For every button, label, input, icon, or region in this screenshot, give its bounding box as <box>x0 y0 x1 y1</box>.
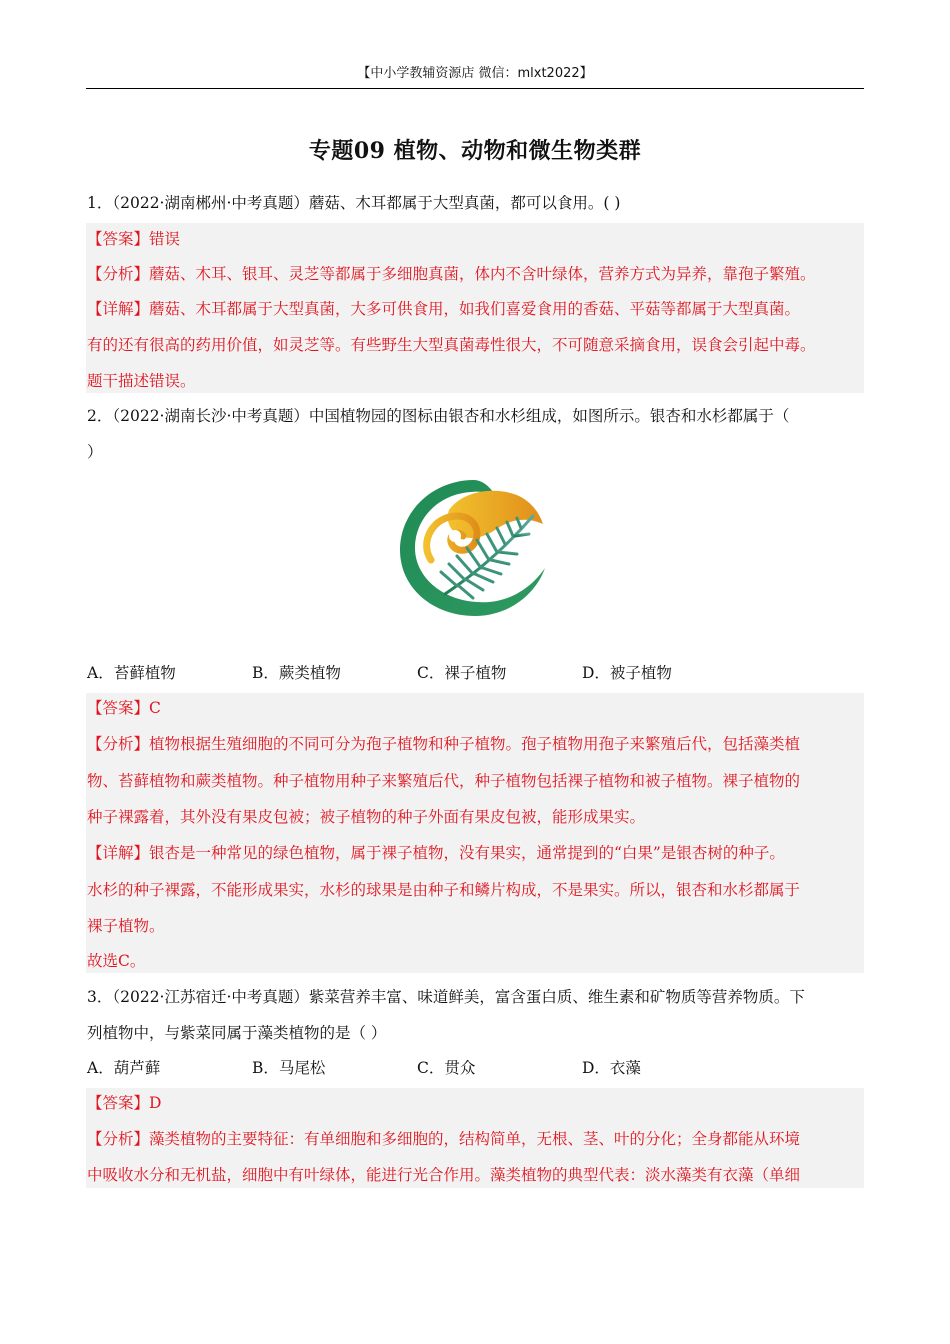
q2-answer: 【答案】C <box>87 699 161 717</box>
page-header <box>86 66 864 89</box>
q1-answer: 【答案】错误 <box>87 230 181 248</box>
q2-option-c: C．裸子植物 <box>417 664 507 682</box>
q1-stem: 1．（2022·湖南郴州·中考真题）蘑菇、木耳都属于大型真菌，都可以食用。( ) <box>87 194 621 212</box>
q3-option-b: B．马尾松 <box>252 1059 326 1077</box>
q1-detail-line: 题干描述错误。 <box>87 372 196 390</box>
q2-detail-line: 故选C。 <box>87 952 146 970</box>
q2-stem-line: ） <box>87 443 103 461</box>
q1-detail-line: 【详解】蘑菇、木耳都属于大型真菌，大多可供食用，如我们喜爱食用的香菇、平菇等都属于大型真菌。 <box>87 300 801 318</box>
q3-stem-line: 3．（2022·江苏宿迁·中考真题）紫菜营养丰富、味道鲜美，富含蛋白质、维生素和矿物质等营养物质。下 <box>87 988 805 1006</box>
q3-option-c: C．贯众 <box>417 1059 476 1077</box>
q2-detail-line: 【详解】银杏是一种常见的绿色植物，属于裸子植物，没有果实，通常提到的“白果”是银杏树的种子。 <box>87 844 785 862</box>
q2-analysis-line: 种子裸露着，其外没有果皮包被；被子植物的种子外面有果皮包被，能形成果实。 <box>87 808 646 826</box>
q2-option-a: A．苔藓植物 <box>87 664 176 682</box>
q3-option-a: A．葫芦藓 <box>87 1059 161 1077</box>
q1-detail-line: 有的还有很高的药用价值，如灵芝等。有些野生大型真菌毒性很大，不可随意采摘食用，误食会引起中毒。 <box>87 336 816 354</box>
q2-detail-line: 水杉的种子裸露，不能形成果实，水杉的球果是由种子和鳞片构成，不是果实。所以，银杏和水杉都属于 <box>87 881 801 899</box>
q2-analysis-line: 物、苔藓植物和蕨类植物。种子植物用种子来繁殖后代，种子植物包括裸子植物和被子植物。裸子植物的 <box>87 772 801 790</box>
q3-answer: 【答案】D <box>87 1094 162 1112</box>
q3-analysis-line: 中吸收水分和无机盐，细胞中有叶绿体，能进行光合作用。藻类植物的典型代表：淡水藻类有衣藻（单细 <box>87 1166 801 1184</box>
q2-analysis-line: 【分析】植物根据生殖细胞的不同可分为孢子植物和种子植物。孢子植物用孢子来繁殖后代，包括藻类植 <box>87 735 801 753</box>
page-title: 专题09 植物、动物和微生物类群 <box>308 138 642 164</box>
botanical-garden-logo <box>397 476 551 618</box>
q2-stem-line: 2．（2022·湖南长沙·中考真题）中国植物园的图标由银杏和水杉组成，如图所示。银杏和水杉都属于（ <box>87 407 790 425</box>
q2-detail-line: 裸子植物。 <box>87 917 165 935</box>
q3-analysis-line: 【分析】藻类植物的主要特征：有单细胞和多细胞的，结构简单，无根、茎、叶的分化；全身都能从环境 <box>87 1130 801 1148</box>
q1-analysis: 【分析】蘑菇、木耳、银耳、灵芝等都属于多细胞真菌，体内不含叶绿体，营养方式为异养，靠孢子繁殖。 <box>87 265 816 283</box>
q2-option-d: D．被子植物 <box>582 664 672 682</box>
header-text: 【中小学教辅资源店 微信：mlxt2022】 <box>357 66 593 81</box>
q3-stem-line: 列植物中，与紫菜同属于藻类植物的是（ ） <box>87 1024 387 1042</box>
q2-option-b: B．蕨类植物 <box>252 664 341 682</box>
q3-option-d: D．衣藻 <box>582 1059 641 1077</box>
